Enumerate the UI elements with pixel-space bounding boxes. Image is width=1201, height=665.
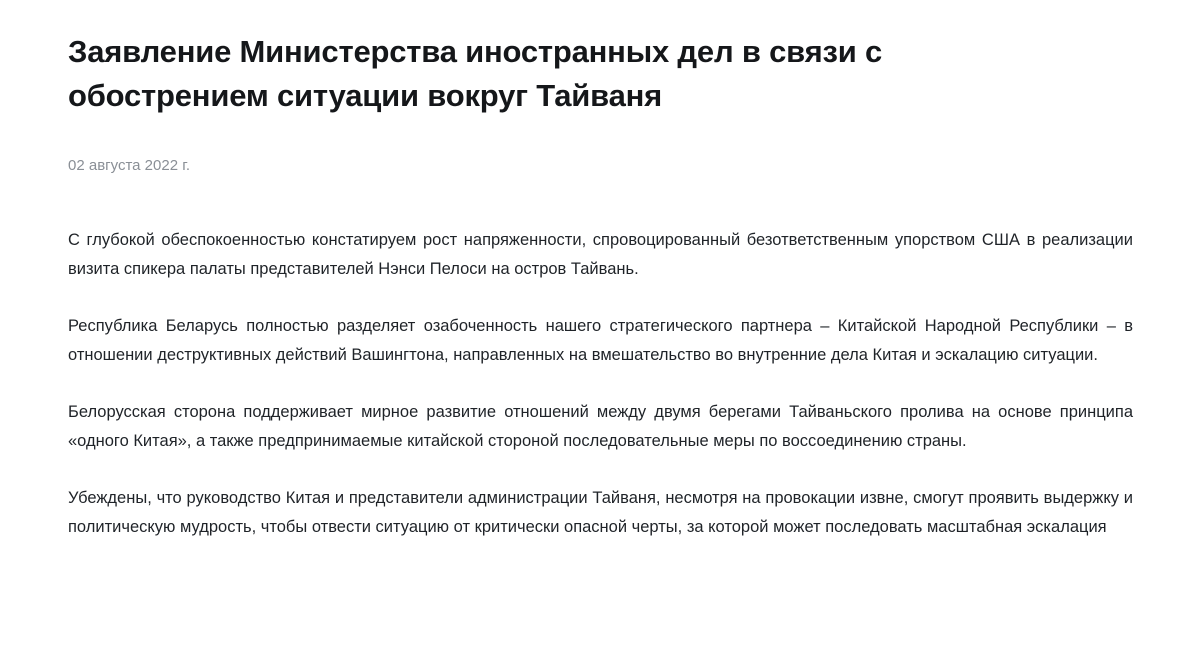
article-paragraph: Республика Беларусь полностью разделяет озабоченность нашего стратегического партнера – Китайской Народной Республики – в отношении деструктивных действий Вашингтона, направленных на вмешательство во внутренние дела Китая и эскалацию ситуации. — [68, 317, 1133, 364]
article-paragraph: Белорусская сторона поддерживает мирное развитие отношений между двумя берегами Тайваньского пролива на основе принципа «одного Китая», а также предпринимаемые китайской стороной последовательные меры по воссоединению страны. — [68, 403, 1133, 450]
publication-date: 02 августа 2022 г. — [68, 157, 191, 174]
article-paragraph: С глубокой обеспокоенностью констатируем рост напряженности, спровоцированный безответственным упорством США в реализации визита спикера палаты представителей Нэнси Пелоси на остров Тайвань. — [68, 231, 1133, 278]
page-title: Заявление Министерства иностранных дел в связи с обострением ситуации вокруг Тайваня — [68, 34, 883, 113]
article-body — [68, 226, 1133, 542]
article-paragraph: Убеждены, что руководство Китая и представители администрации Тайваня, несмотря на провокации извне, смогут проявить выдержку и политическую мудрость, чтобы отвести ситуацию от критически опасной черты, за которой может последовать масштабная эскалация — [68, 489, 1133, 536]
